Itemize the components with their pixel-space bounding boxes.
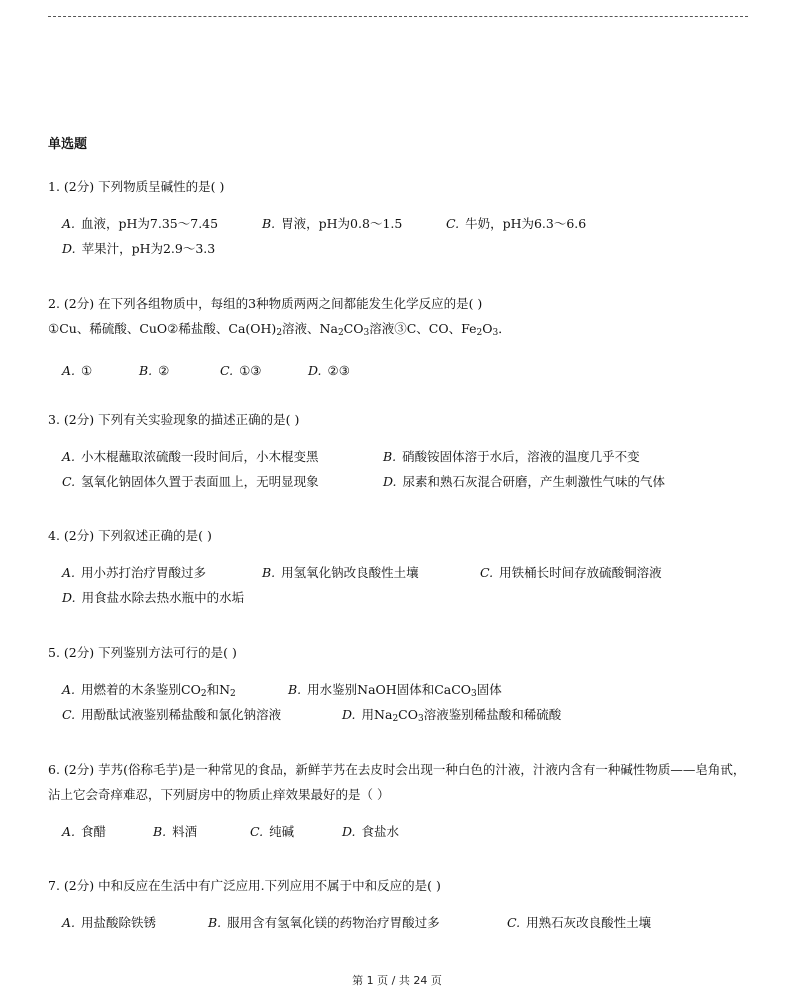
option-a[interactable]: A. 用盐酸除铁锈 <box>62 915 157 930</box>
option-b[interactable]: B. 用氢氧化钠改良酸性土壤 <box>261 565 419 580</box>
question-stem-formula-line: ①Cu、稀硫酸、CuO②稀盐酸、$Ca(OH)_2$溶液、$Na_2CO_3$溶液③C、CO、$Fe_2O_3$． <box>48 321 511 338</box>
question-stem: 5. (2分) 下列鉴别方法可行的是( ) <box>48 645 237 660</box>
question-5 <box>48 640 748 727</box>
option-d[interactable]: D. 食盐水 <box>341 824 400 839</box>
question-stem: 4. (2分) 下列叙述正确的是( ) <box>48 528 212 543</box>
option-c[interactable]: C. 纯碱 <box>249 824 295 839</box>
question-stem: 2. (2分) 在下列各组物质中，每组的3种物质两两之间都能发生化学反应的是( ) <box>48 296 483 311</box>
question-6 <box>48 757 754 844</box>
option-b[interactable]: B. 胃液，pH为0.8～1.5 <box>261 216 403 231</box>
option-d[interactable]: D. 苹果汁，pH为2.9～3.3 <box>62 241 216 256</box>
question-stem: 1. (2分) 下列物质呈碱性的是( ) <box>48 179 225 194</box>
option-c[interactable]: C. 牛奶，pH为6.3～6.6 <box>445 216 587 231</box>
option-a[interactable]: A. 血液，pH为7.35～7.45 <box>62 216 219 231</box>
header-dashed-rule <box>48 16 748 17</box>
question-4 <box>48 523 748 610</box>
option-d[interactable]: D. 用食盐水除去热水瓶中的水垢 <box>62 590 245 605</box>
option-a[interactable]: A. 用燃着的木条鉴别$CO_2$和$N_2$ <box>62 682 236 699</box>
page-footer: 第 1 页 / 共 24 页 <box>352 974 442 987</box>
question-3 <box>48 407 748 494</box>
option-b[interactable]: B. 硝酸铵固体溶于水后，溶液的温度几乎不变 <box>382 449 640 464</box>
option-c[interactable]: C. ①③ <box>219 363 262 378</box>
question-stem: 3. (2分) 下列有关实验现象的描述正确的是( ) <box>48 412 300 427</box>
question-stem: 6. (2分) 芋艿(俗称毛芋)是一种常见的食品，新鲜芋艿在去皮时会出现一种白色的汁液，汁液内含有一种碱性物质——皂角甙，沾上它会奇痒难忍，下列厨房中的物质止痒效果最好的是（ ） <box>48 762 746 802</box>
option-a[interactable]: A. ① <box>62 363 93 378</box>
option-c[interactable]: C. 氢氧化钠固体久置于表面皿上，无明显现象 <box>62 474 319 489</box>
option-c[interactable]: C. 用铁桶长时间存放硫酸铜溶液 <box>479 565 662 580</box>
option-a[interactable]: A. 小木棍蘸取浓硫酸一段时间后，小木棍变黑 <box>62 449 319 464</box>
section-title: 单选题 <box>48 137 88 152</box>
question-1 <box>48 174 748 261</box>
option-d[interactable]: D. 用$Na_2CO_3$溶液鉴别稀盐酸和稀硫酸 <box>341 707 562 724</box>
question-2 <box>48 291 748 383</box>
option-a[interactable]: A. 食醋 <box>62 824 107 839</box>
question-stem: 7. (2分) 中和反应在生活中有广泛应用.下列应用不属于中和反应的是( ) <box>48 878 441 893</box>
option-b[interactable]: B. 用水鉴别NaOH固体和CaCO$_3$固体 <box>287 682 502 699</box>
option-c[interactable]: C. 用酚酞试液鉴别稀盐酸和氯化钠溶液 <box>62 707 282 722</box>
option-b[interactable]: B. ② <box>138 363 170 378</box>
option-b[interactable]: B. 服用含有氢氧化镁的药物治疗胃酸过多 <box>207 915 440 930</box>
option-a[interactable]: A. 用小苏打治疗胃酸过多 <box>62 565 207 580</box>
option-b[interactable]: B. 料酒 <box>152 824 198 839</box>
option-c[interactable]: C. 用熟石灰改良酸性土壤 <box>506 915 652 930</box>
option-d[interactable]: D. ②③ <box>307 363 350 378</box>
option-d[interactable]: D. 尿素和熟石灰混合研磨，产生刺激性气味的气体 <box>382 474 666 489</box>
question-7 <box>48 873 748 935</box>
